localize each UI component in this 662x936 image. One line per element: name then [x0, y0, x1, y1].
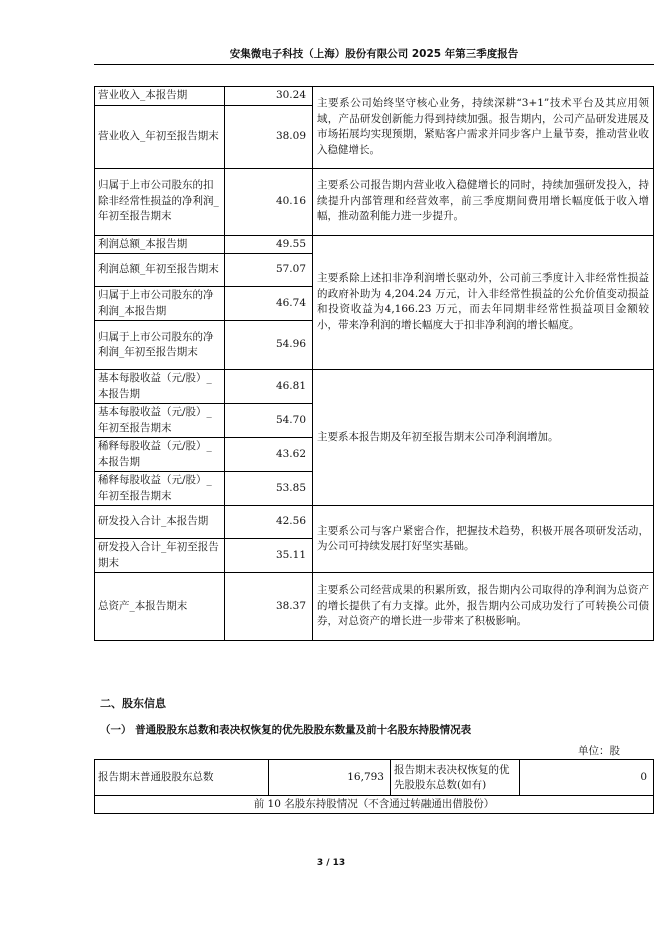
page-number: 3 / 13 — [316, 858, 346, 868]
reason-text: 主要系公司经营成果的积累所致，报告期内公司取得的净利润为总资产的增长提供了有力支撑。此外，报告期内公司成功发行了可转换公司债券，对总资产的增长进一步带来了积极影响。 — [313, 573, 654, 641]
metric-label: 营业收入_本报告期 — [95, 87, 225, 106]
reason-text: 主要系本报告期及年初至报告期末公司净利润增加。 — [313, 370, 654, 506]
change-value: 46.74 — [225, 287, 313, 321]
subsection-title: （一） 普通股股东总数和表决权恢复的优先股股东数量及前十名股东持股情况表 — [100, 724, 472, 736]
change-value: 53.85 — [225, 472, 313, 506]
preferred-shareholders-value: 0 — [520, 760, 654, 796]
change-value: 46.81 — [225, 370, 313, 404]
metric-label: 总资产_本报告期末 — [95, 573, 225, 641]
shareholder-table — [94, 759, 654, 814]
metric-label: 利润总额_本报告期 — [95, 235, 225, 254]
metric-label: 基本每股收益（元/股）_本报告期 — [95, 370, 225, 404]
table-row — [95, 168, 654, 235]
metric-label: 基本每股收益（元/股）_年初至报告期末 — [95, 404, 225, 438]
metric-label: 营业收入_年初至报告期末 — [95, 105, 225, 168]
total-shareholders-value: 16,793 — [269, 760, 391, 796]
preferred-shareholders-label: 报告期末表决权恢复的优先股股东总数(如有) — [391, 760, 520, 796]
metric-label: 稀释每股收益（元/股）_年初至报告期末 — [95, 472, 225, 506]
table-row — [95, 235, 654, 254]
metric-label: 归属于上市公司股东的净利润_本报告期 — [95, 287, 225, 321]
metric-label: 研发投入合计_年初至报告期末 — [95, 539, 225, 573]
reason-text: 主要系除上述扣非净利润增长驱动外，公司前三季度计入非经常性损益的政府补助为 4,204.24 万元，计入非经常性损益的公允价值变动损益和投资收益为4,166.23 万元，而去年同期非经常性损益项目金额较小，带来净利润的增长幅度大于扣非净利润的增长幅度。 — [313, 235, 654, 370]
section-title: 二、股东信息 — [100, 697, 166, 710]
report-header: 安集微电子科技（上海）股份有限公司 2025 年第三季度报告 — [229, 48, 519, 60]
change-value: 42.56 — [225, 506, 313, 539]
reason-text: 主要系公司报告期内营业收入稳健增长的同时，持续加强研发投入，持续提升内部管理和经营效率，前三季度期间费用增长幅度低于收入增幅，推动盈利能力进一步提升。 — [313, 168, 654, 235]
table-row — [95, 573, 654, 641]
change-value: 57.07 — [225, 254, 313, 287]
table-row — [95, 370, 654, 404]
change-value: 54.96 — [225, 321, 313, 370]
change-value: 38.09 — [225, 105, 313, 168]
change-value: 35.11 — [225, 539, 313, 573]
reason-text: 主要系公司与客户紧密合作，把握技术趋势，积极开展各项研发活动，为公司可持续发展打好坚实基础。 — [313, 506, 654, 573]
metric-label: 稀释每股收益（元/股）_本报告期 — [95, 438, 225, 472]
change-value: 49.55 — [225, 235, 313, 254]
metric-label: 研发投入合计_本报告期 — [95, 506, 225, 539]
table-row — [95, 506, 654, 539]
change-value: 38.37 — [225, 573, 313, 641]
change-value: 54.70 — [225, 404, 313, 438]
change-value: 43.62 — [225, 438, 313, 472]
metric-label: 利润总额_年初至报告期末 — [95, 254, 225, 287]
change-value: 40.16 — [225, 168, 313, 235]
table-row — [95, 87, 654, 106]
metric-label: 归属于上市公司股东的净利润_年初至报告期末 — [95, 321, 225, 370]
unit-label: 单位：股 — [578, 745, 620, 757]
total-shareholders-label: 报告期末普通股股东总数 — [95, 760, 269, 796]
change-value: 30.24 — [225, 87, 313, 106]
table-row — [95, 760, 654, 796]
top10-header: 前 10 名股东持股情况（不含通过转融通出借股份） — [95, 796, 654, 814]
header-rule — [94, 64, 654, 65]
table-row — [95, 796, 654, 814]
metric-label: 归属于上市公司股东的扣除非经常性损益的净利润_年初至报告期末 — [95, 168, 225, 235]
reason-text: 主要系公司始终坚守核心业务，持续深耕“3+1”技术平台及其应用领域，产品研发创新能力得到持续加强。报告期内，公司产品研发进展及市场拓展均实现预期，紧贴客户需求并同步客户上量节奏，推动营业收入稳健增长。 — [313, 87, 654, 169]
yoy-change-table — [94, 86, 654, 641]
